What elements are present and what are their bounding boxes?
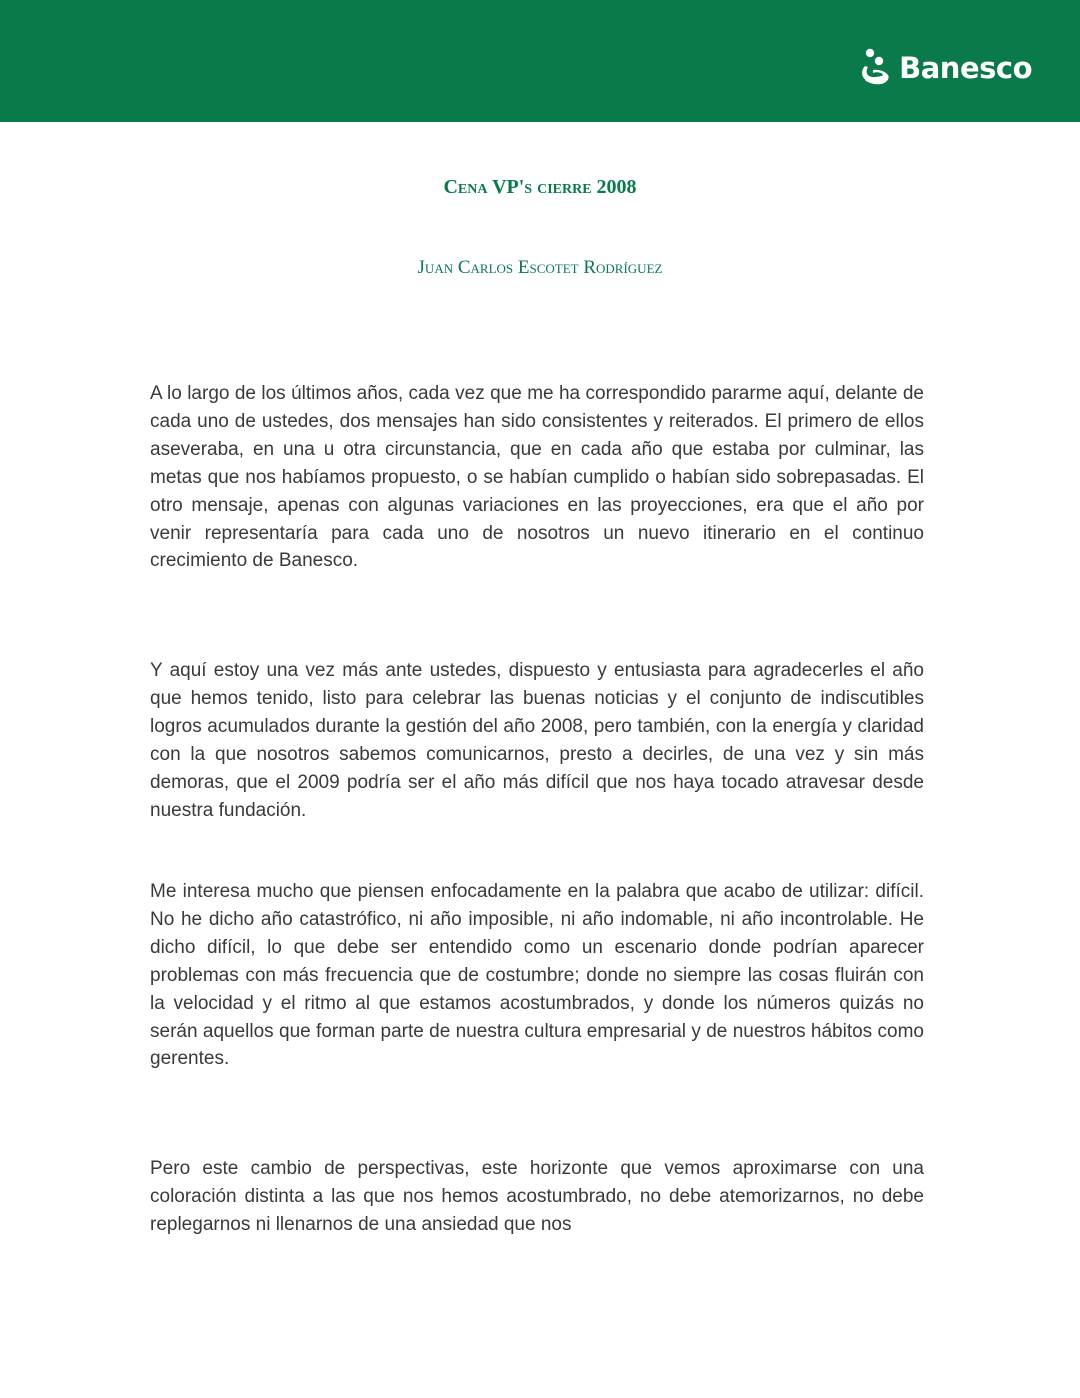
banesco-people-icon xyxy=(859,46,895,90)
document-author: Juan Carlos Escotet Rodríguez xyxy=(417,257,663,278)
brand-name: Banesco xyxy=(899,51,1032,85)
body-paragraph-4: Pero este cambio de perspectivas, este horizonte que vemos aproximarse con una coloración distinta a las que nos hemos acostumbrado, no debe atemorizarnos, no debe replegarnos ni llenarnos de una ansiedad que nos xyxy=(150,1158,924,1235)
document-title: Cena VP's cierre 2008 xyxy=(443,176,637,198)
body-paragraph-1: A lo largo de los últimos años, cada vez que me ha correspondido pararme aquí, delante de cada uno de ustedes, dos mensajes han sido consistentes y reiterados. El primero de ellos aseveraba, en una u otra circunstancia, que en cada año que estaba por culminar, las metas que nos habíamos propuesto, o se habían cumplido o habían sido sobrepasadas. El otro mensaje, apenas con algunas variaciones en las proyecciones, era que el año por venir representaría para cada uno de nosotros un nuevo itinerario en el continuo crecimiento de Banesco. xyxy=(150,383,924,572)
body-paragraph-2: Y aquí estoy una vez más ante ustedes, dispuesto y entusiasta para agradecerles el año que hemos tenido, listo para celebrar las buenas noticias y el conjunto de indiscutibles logros acumulados durante la gestión del año 2008, pero también, con la energía y claridad con la que nosotros sabemos comunicarnos, presto a decirles, de una vez y sin más demoras, que el 2009 podría ser el año más difícil que nos haya tocado atravesar desde nuestra fundación. xyxy=(150,660,924,821)
header-bar xyxy=(0,0,1080,122)
body-paragraph-3: Me interesa mucho que piensen enfocadamente en la palabra que acabo de utilizar: difícil. No he dicho año catastrófico, ni año imposible, ni año indomable, ni año incontrolable. He dicho difícil, lo que debe ser entendido como un escenario donde podrían aparecer problemas con más frecuencia que de costumbre; donde no siempre las cosas fluirán con la velocidad y el ritmo al que estamos acostumbrados, y donde los números quizás no serán aquellos que forman parte de nuestra cultura empresarial y de nuestros hábitos como gerentes. xyxy=(150,881,924,1070)
brand-logo xyxy=(859,46,1032,90)
